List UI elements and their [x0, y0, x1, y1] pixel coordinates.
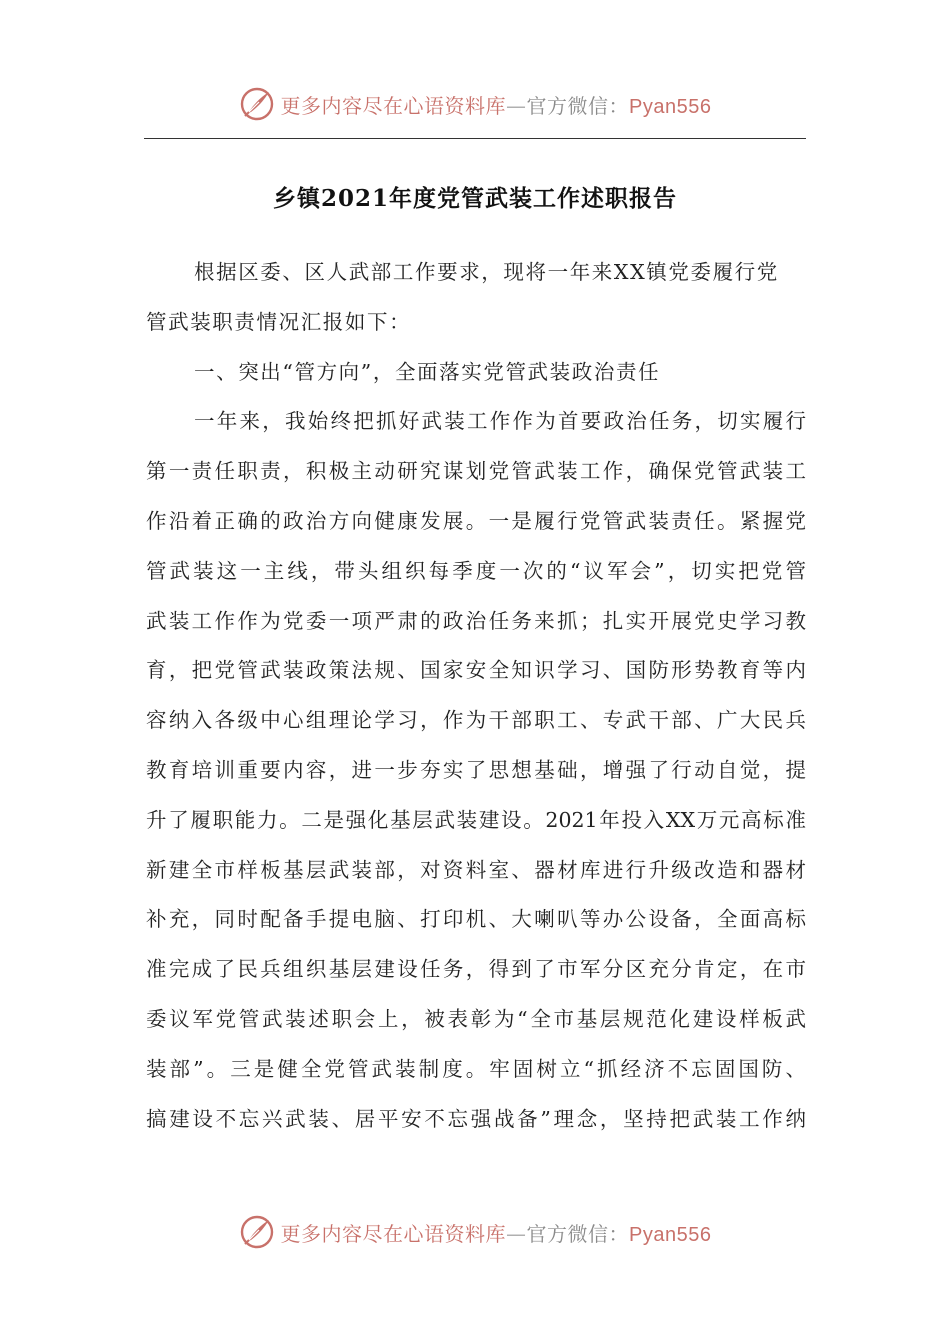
- body-line: 武装工作作为党委一项严肃的政治任务来抓；扎实开展党史学习教: [146, 608, 806, 633]
- footer-banner-text: [281, 1218, 712, 1247]
- body-line: 教育培训重要内容，进一步夯实了思想基础，增强了行动自觉，提: [146, 757, 806, 782]
- footer-contact-label: 官方微信：: [526, 1221, 630, 1246]
- body-line: 育，把党管武装政策法规、国家安全知识学习、国防形势教育等内: [146, 658, 806, 683]
- body-line: 装部”。三是健全党管武装制度。牢固树立“抓经济不忘固国防、: [146, 1056, 806, 1081]
- body-line: 升了履职能力。二是强化基层武装建设。2021年投入XX万元高标准: [146, 807, 806, 832]
- document-body: [146, 252, 806, 1148]
- footer-dash: —: [506, 1221, 527, 1246]
- header-wechat-handle: Pyan556: [629, 95, 712, 118]
- header-banner-text: [281, 90, 712, 119]
- body-line: 一年来，我始终把抓好武装工作作为首要政治任务，切实履行: [194, 409, 806, 434]
- footer-slogan: 更多内容尽在心语资料库: [280, 1221, 507, 1246]
- body-line: 容纳入各级中心组理论学习，作为干部职工、专武干部、广大民兵: [146, 708, 806, 733]
- body-line: 作沿着正确的政治方向健康发展。一是履行党管武装责任。紧握党: [146, 508, 806, 533]
- quill-logo-icon: [239, 1214, 275, 1250]
- header-dash: —: [506, 93, 527, 118]
- body-line: 第一责任职责，积极主动研究谋划党管武装工作，确保党管武装工: [146, 459, 806, 484]
- header-divider: [144, 138, 806, 139]
- header-contact-label: 官方微信：: [526, 93, 630, 118]
- document-title: 乡镇2021年度党管武装工作述职报告: [272, 185, 677, 212]
- section-heading: 一、突出“管方向”，全面落实党管武装政治责任: [194, 359, 661, 384]
- body-line: 补充，同时配备手提电脑、打印机、大喇叭等办公设备，全面高标: [146, 907, 806, 932]
- quill-logo-icon: [239, 86, 275, 122]
- body-line: 准完成了民兵组织基层建设任务，得到了市军分区充分肯定，在市: [146, 957, 806, 982]
- header-slogan: 更多内容尽在心语资料库: [280, 93, 507, 118]
- body-line: 根据区委、区人武部工作要求，现将一年来XX镇党委履行党: [194, 260, 779, 284]
- body-line: 管武装这一主线，带头组织每季度一次的“议军会”，切实把党管: [146, 558, 806, 583]
- footer-wechat-handle: Pyan556: [629, 1223, 712, 1246]
- header-banner: [0, 84, 950, 124]
- body-line: 搞建设不忘兴武装、居平安不忘强战备”理念，坚持把武装工作纳: [146, 1106, 806, 1131]
- body-line: 委议军党管武装述职会上，被表彰为“全市基层规范化建设样板武: [146, 1006, 806, 1031]
- body-line: 新建全市样板基层武装部，对资料室、器材库进行升级改造和器材: [146, 857, 806, 882]
- body-line: 管武装职责情况汇报如下：: [146, 309, 412, 334]
- footer-banner: [0, 1212, 950, 1252]
